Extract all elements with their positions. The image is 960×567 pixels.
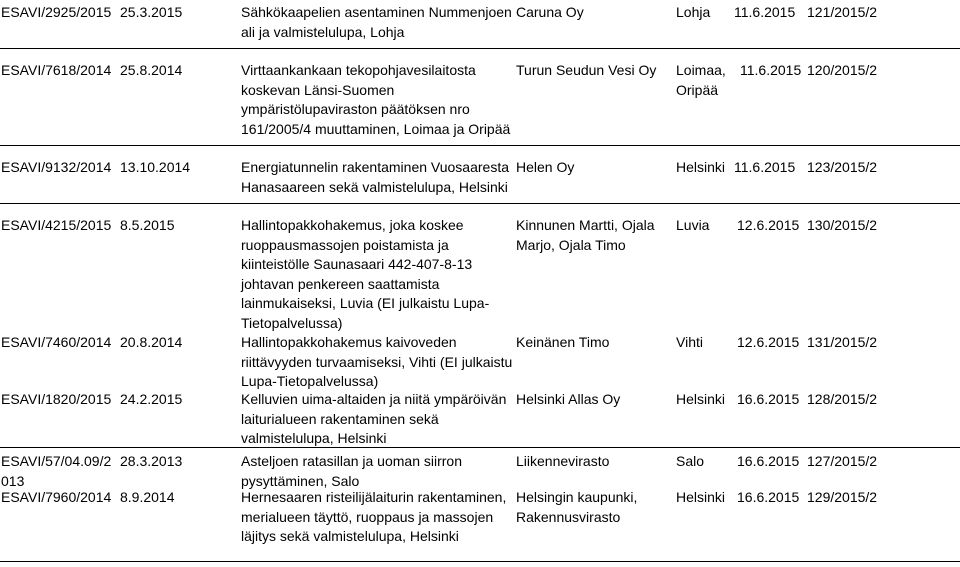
case-applicant: Liikennevirasto: [516, 453, 610, 469]
case-number: 128/2015/2: [807, 391, 878, 407]
case-description: Virttaankankaan tekopohjavesilaitosta koskevan Länsi-Suomen ympäristölupaviraston päätöksen nro 161/2005/4 muuttaminen, Loimaa ja Oripää: [241, 62, 511, 137]
case-id: ESAVI/1820/2015: [1, 391, 112, 407]
case-date: 8.5.2015: [120, 217, 175, 233]
case-applicant: Helen Oy: [516, 159, 575, 175]
case-id: ESAVI/7460/2014: [1, 334, 112, 350]
case-published-date: 16.6.2015: [737, 489, 800, 505]
case-applicant: Keinänen Timo: [516, 334, 610, 350]
case-date: 20.8.2014: [120, 334, 183, 350]
case-location: Helsinki: [676, 159, 726, 175]
case-location: Helsinki: [676, 489, 726, 505]
case-id: ESAVI/7960/2014: [1, 489, 112, 505]
case-description: Hallintopakkohakemus, joka koskee ruoppausmassojen poistamista ja kiinteistölle Saunasaari 442-407-8-13 johtavan penkereen saattamista lainmukaiseksi, Luvia (EI julkaistu Lupa- Tietopalvelussa): [241, 217, 490, 331]
case-applicant: Kinnunen Martti, Ojala Marjo, Ojala Timo: [516, 217, 655, 253]
case-number: 121/2015/2: [807, 4, 878, 20]
case-location: Vihti: [676, 334, 703, 350]
case-date: 13.10.2014: [120, 159, 191, 175]
case-description: Hernesaaren risteilijälaiturin rakentaminen, merialueen täyttö, ruoppaus ja massojen läjitys sekä valmistelulupa, Helsinki: [241, 489, 507, 544]
case-location: Salo: [676, 453, 705, 469]
case-published-date: 11.6.2015: [734, 4, 796, 20]
case-id: ESAVI/7618/2014: [1, 62, 112, 78]
case-applicant: Helsingin kaupunki, Rakennusvirasto: [516, 489, 638, 525]
case-number: 129/2015/2: [807, 489, 878, 505]
case-applicant: Helsinki Allas Oy: [516, 391, 621, 407]
case-location: Loimaa, Oripää: [676, 62, 726, 98]
case-date: 28.3.2013: [120, 453, 183, 469]
case-number: 123/2015/2: [807, 159, 878, 175]
case-description: Hallintopakkohakemus kaivoveden riittävyyden turvaamiseksi, Vihti (EI julkaistu Lupa-Tietopalvelussa): [241, 334, 513, 389]
row-divider: [0, 48, 960, 49]
case-published-date: 16.6.2015: [737, 453, 800, 469]
case-location: Helsinki: [676, 391, 726, 407]
case-id: ESAVI/9132/2014: [1, 159, 112, 175]
case-number: 130/2015/2: [807, 217, 878, 233]
case-number: 120/2015/2: [807, 62, 878, 78]
case-published-date: 11.6.2015: [740, 62, 802, 78]
case-location: Luvia: [676, 217, 710, 233]
row-divider: [0, 145, 960, 146]
case-published-date: 12.6.2015: [737, 334, 800, 350]
case-number: 131/2015/2: [807, 334, 878, 350]
case-description: Asteljoen ratasillan ja uoman siirron pysyttäminen, Salo: [241, 453, 462, 489]
case-published-date: 11.6.2015: [734, 159, 796, 175]
case-date: 8.9.2014: [120, 489, 175, 505]
case-applicant: Caruna Oy: [516, 4, 584, 20]
case-date: 24.2.2015: [120, 391, 183, 407]
case-description: Kelluvien uima-altaiden ja niitä ympäröivän laiturialueen rakentaminen sekä valmistelulupa, Helsinki: [241, 391, 507, 446]
case-number: 127/2015/2: [807, 453, 878, 469]
case-published-date: 12.6.2015: [737, 217, 800, 233]
case-published-date: 16.6.2015: [737, 391, 800, 407]
case-id: ESAVI/2925/2015: [1, 4, 112, 20]
case-applicant: Turun Seudun Vesi Oy: [516, 62, 657, 78]
row-divider: [0, 447, 960, 448]
case-date: 25.3.2015: [120, 4, 183, 20]
case-date: 25.8.2014: [120, 62, 183, 78]
case-id: ESAVI/57/04.09/2 013: [1, 453, 112, 489]
case-description: Energiatunnelin rakentaminen Vuosaaresta Hanasaareen sekä valmistelulupa, Helsinki: [241, 159, 509, 195]
case-id: ESAVI/4215/2015: [1, 217, 112, 233]
case-description: Sähkökaapelien asentaminen Nummenjoen ali ja valmistelulupa, Lohja: [241, 4, 512, 40]
row-divider: [0, 203, 960, 204]
case-location: Lohja: [676, 4, 711, 20]
row-divider: [0, 561, 960, 562]
